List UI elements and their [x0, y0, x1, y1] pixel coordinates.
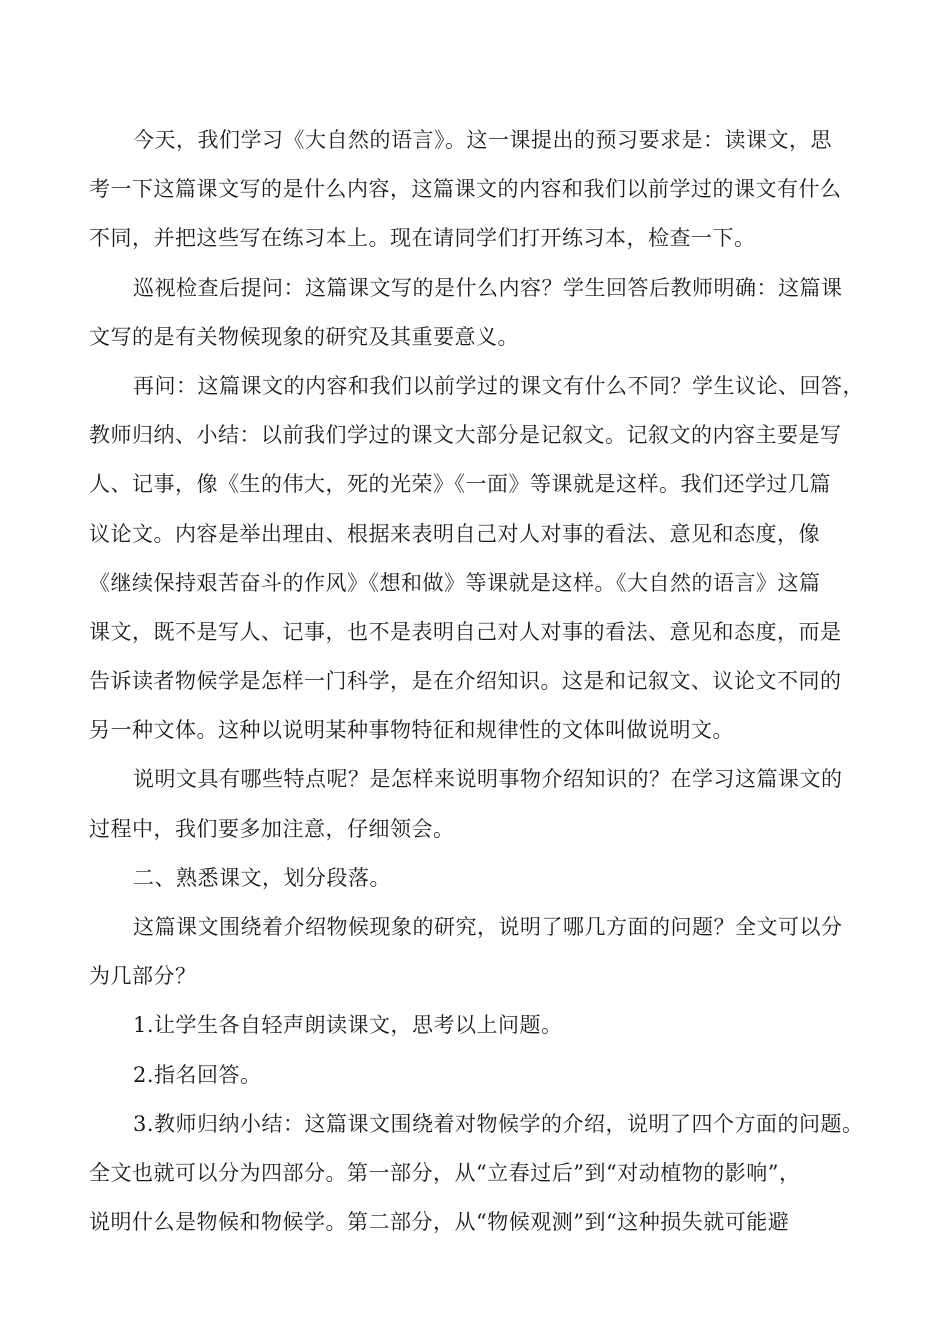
document-line: 1.让学生各自轻声朗读课文，思考以上问题。 — [133, 1013, 563, 1038]
document-line: 3.教师归纳小结：这篇课文围绕着对物候学的介绍，说明了四个方面的问题。 — [133, 1111, 864, 1136]
document-line: 课文，既不是写人、记事，也不是表明自己对人对事的看法、意见和态度，而是 — [89, 619, 842, 644]
document-line: 《继续保持艰苦奋斗的作风》《想和做》等课就是这样。《大自然的语言》这篇 — [89, 570, 821, 595]
document-line: 教师归纳、小结：以前我们学过的课文大部分是记叙文。记叙文的内容主要是写 — [89, 423, 842, 448]
document-line: 告诉读者物候学是怎样一门科学，是在介绍知识。这是和记叙文、议论文不同的 — [89, 669, 842, 694]
document-line: 这篇课文围绕着介绍物候现象的研究，说明了哪几方面的问题？全文可以分 — [133, 915, 843, 939]
document-line: 过程中，我们要多加注意，仔细领会。 — [89, 816, 455, 841]
document-line: 为几部分？ — [89, 964, 197, 989]
document-line: 2.指名回答。 — [133, 1062, 262, 1087]
document-line: 说明什么是物候和物候学。第二部分，从“物候观测”到“这种损失就可能避 — [89, 1210, 790, 1235]
document-line: 全文也就可以分为四部分。第一部分，从“立春过后”到“对动植物的影响”， — [89, 1160, 801, 1185]
document-line: 不同，并把这些写在练习本上。现在请同学们打开练习本，检查一下。 — [89, 226, 756, 251]
document-line: 巡视检查后提问：这篇课文写的是什么内容？学生回答后教师明确：这篇课 — [133, 275, 843, 300]
document-body — [89, 116, 865, 1247]
document-line: 说明文具有哪些特点呢？是怎样来说明事物介绍知识的？在学习这篇课文的 — [133, 767, 843, 792]
document-line: 二、熟悉课文，划分段落。 — [133, 865, 391, 890]
document-line: 人、记事，像《生的伟大，死的光荣》《一面》等课就是这样。我们还学过几篇 — [89, 472, 831, 497]
document-line: 议论文。内容是举出理由、根据来表明自己对人对事的看法、意见和态度，像 — [89, 521, 820, 546]
document-line: 再问：这篇课文的内容和我们以前学过的课文有什么不同？学生议论、回答， — [133, 373, 864, 398]
document-line: 考一下这篇课文写的是什么内容，这篇课文的内容和我们以前学过的课文有什么 — [89, 177, 842, 202]
document-line: 今天，我们学习《大自然的语言》。这一课提出的预习要求是：读课文，思 — [133, 128, 832, 152]
document-line: 文写的是有关物候现象的研究及其重要意义。 — [89, 324, 519, 349]
document-line: 另一种文体。这种以说明某种事物特征和规律性的文体叫做说明文。 — [89, 718, 734, 743]
